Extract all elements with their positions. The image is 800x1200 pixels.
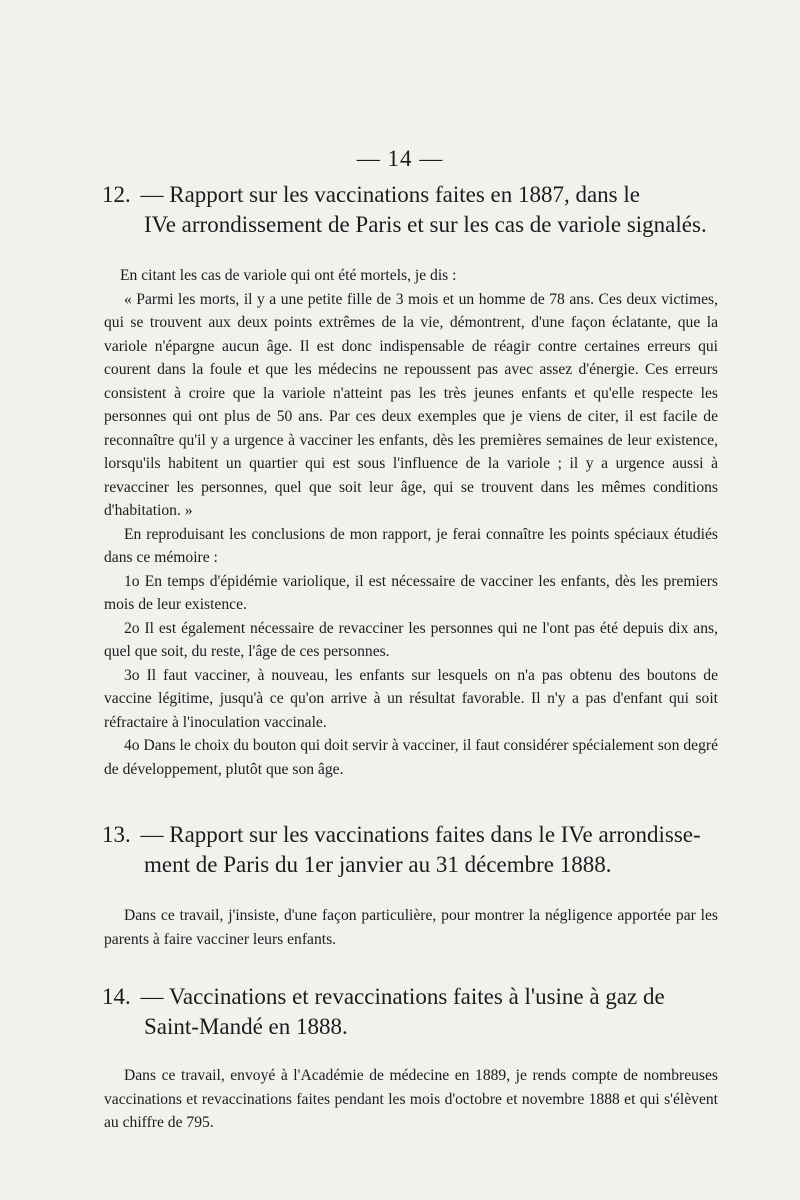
section-14-body — [104, 1064, 718, 1135]
section-title-line1: — Rapport sur les vaccinations faites en 1887, dans le — [140, 182, 640, 207]
paragraph: 1o En temps d'épidémie variolique, il est nécessaire de vacciner les enfants, dès les premiers mois de leur existence. — [104, 572, 718, 613]
section-number: 12. — [102, 182, 131, 207]
paragraph: 3o Il faut vacciner, à nouveau, les enfants sur lesquels on n'a pas obtenu des boutons de vaccine légitime, jusqu'à ce qu'on arrive à un résultat favorable. Il n'y a pas d'enfant qui soit réfractaire à l'inoculation vaccinale. — [104, 666, 718, 731]
section-13-heading — [102, 820, 722, 880]
section-title-line1: — Rapport sur les vaccinations faites dans le IVe arrondisse- — [140, 822, 701, 847]
page-number: — 14 — — [356, 146, 444, 171]
paragraph: En reproduisant les conclusions de mon rapport, je ferai connaître les points spéciaux étudiés dans ce mémoire : — [104, 525, 718, 566]
section-13-body — [104, 904, 718, 951]
paragraph: « Parmi les morts, il y a une petite fille de 3 mois et un homme de 78 ans. Ces deux victimes, qui se trouvent aux deux points extrêmes de la vie, démontrent, d'une façon éclatante, que la variole n'épargne aucun âge. Il est donc indispensable de réagir contre certaines erreurs qui courent dans la foule et que les médecins ne repoussent pas avec assez d'énergie. Ces erreurs consistent à croire que la variole n'atteint pas les très jeunes enfants et qu'elle respecte les personnes qui ont plus de 50 ans. Par ces deux exemples que je viens de citer, il est facile de reconnaître qu'il y a urgence à vacciner les enfants, dès les premières semaines de leur existence, lorsqu'ils habitent un quartier qui est sous l'influence de la variole ; il y a urgence aussi à revacciner les personnes, quel que soit leur âge, qui se trouvent dans les mêmes conditions d'habitation. » — [104, 290, 718, 519]
paragraph: 2o Il est également nécessaire de revacciner les personnes qui ne l'ont pas été depuis dix ans, quel que soit, du reste, l'âge de ces personnes. — [104, 619, 718, 660]
paragraph: Dans ce travail, envoyé à l'Académie de médecine en 1889, je rends compte de nombreuses vaccinations et revaccinations faites pendant les mois d'octobre et novembre 1888 et qui s'élèvent au chiffre de 795. — [104, 1067, 718, 1131]
section-title-line1: — Vaccinations et revaccinations faites à l'usine à gaz de — [140, 984, 665, 1009]
paragraph: 4o Dans le choix du bouton qui doit servir à vacciner, il faut considérer spécialement son degré de développement, plutôt que son âge. — [104, 737, 718, 778]
section-number: 13. — [102, 822, 131, 847]
section-title-line2: ment de Paris du 1er janvier au 31 décembre 1888. — [144, 852, 612, 877]
section-title-line2: Saint-Mandé en 1888. — [144, 1014, 348, 1039]
section-number: 14. — [102, 984, 131, 1009]
section-12-body — [104, 264, 718, 781]
section-12-heading — [102, 180, 722, 240]
paragraph: En citant les cas de variole qui ont été mortels, je dis : — [120, 267, 457, 284]
paragraph: Dans ce travail, j'insiste, d'une façon particulière, pour montrer la négligence apportée par les parents à faire vacciner leurs enfants. — [104, 907, 718, 948]
section-14-heading — [102, 982, 722, 1042]
section-title-line2: IVe arrondissement de Paris et sur les cas de variole signalés. — [144, 212, 707, 237]
